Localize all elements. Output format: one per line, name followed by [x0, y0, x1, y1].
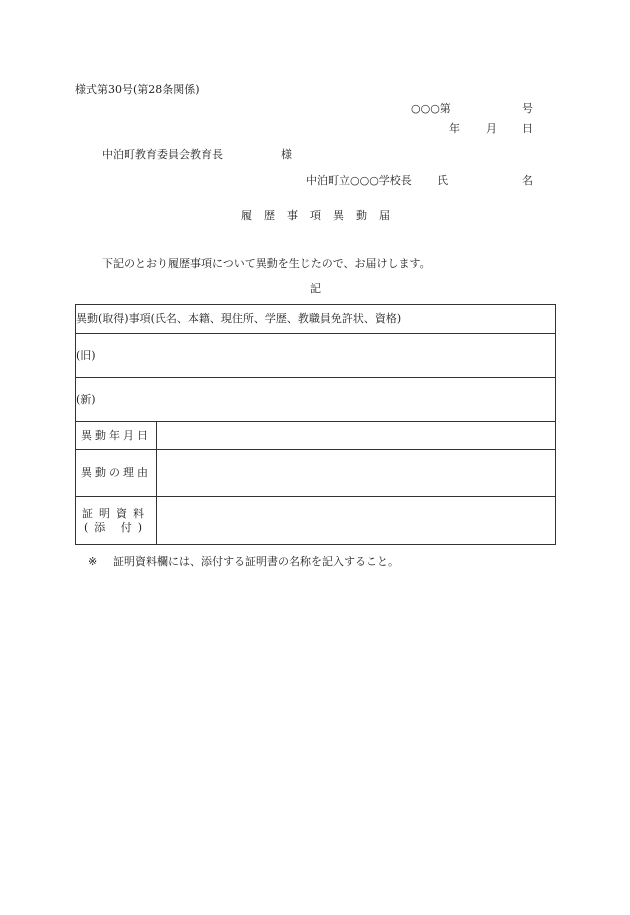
- old-cell[interactable]: (旧): [76, 334, 556, 378]
- proof-label-line1: 証明資料: [82, 506, 150, 520]
- ki-label: 記: [310, 282, 321, 295]
- proof-label-line2: (添 付): [83, 520, 149, 534]
- note-text: 証明資料欄には、添付する証明書の名称を記入すること。: [113, 555, 399, 568]
- date-row: [76, 422, 556, 450]
- recipient-honorific: 様: [281, 148, 292, 161]
- document-number-suffix: 号: [522, 102, 533, 115]
- change-date-label: 異動年月日: [76, 422, 157, 450]
- note-mark: ※: [88, 555, 98, 568]
- change-date-field[interactable]: [157, 422, 556, 450]
- new-cell[interactable]: (新): [76, 378, 556, 422]
- date-year-label: 年: [449, 122, 460, 135]
- body-text: 下記のとおり履歴事項について異動を生じたので、お届けします。: [102, 257, 431, 270]
- change-reason-field[interactable]: [157, 450, 556, 497]
- change-reason-label: 異動の理由: [76, 450, 157, 497]
- sender-mei-label: 名: [522, 174, 533, 187]
- sender-shi-label: 氏: [437, 174, 448, 187]
- header-cell: 異動(取得)事項(氏名、本籍、現住所、学歴、教職員免許状、資格): [76, 305, 556, 334]
- new-row: [76, 378, 556, 422]
- document-number-prefix: ○○○第: [411, 102, 451, 115]
- old-row: [76, 334, 556, 378]
- sender-school: 中泊町立○○○学校長: [306, 174, 412, 187]
- date-month-label: 月: [486, 122, 497, 135]
- reason-row: [76, 450, 556, 497]
- proof-row: [76, 497, 556, 545]
- change-form-table: [75, 304, 556, 545]
- form-number: 様式第30号(第28条関係): [75, 83, 200, 96]
- recipient-name: 中泊町教育委員会教育長: [102, 148, 223, 161]
- proof-field[interactable]: [157, 497, 556, 545]
- table-header-row: [76, 305, 556, 334]
- form-title: 履歴事項異動届: [241, 209, 402, 222]
- proof-label: [76, 497, 157, 545]
- date-day-label: 日: [522, 122, 533, 135]
